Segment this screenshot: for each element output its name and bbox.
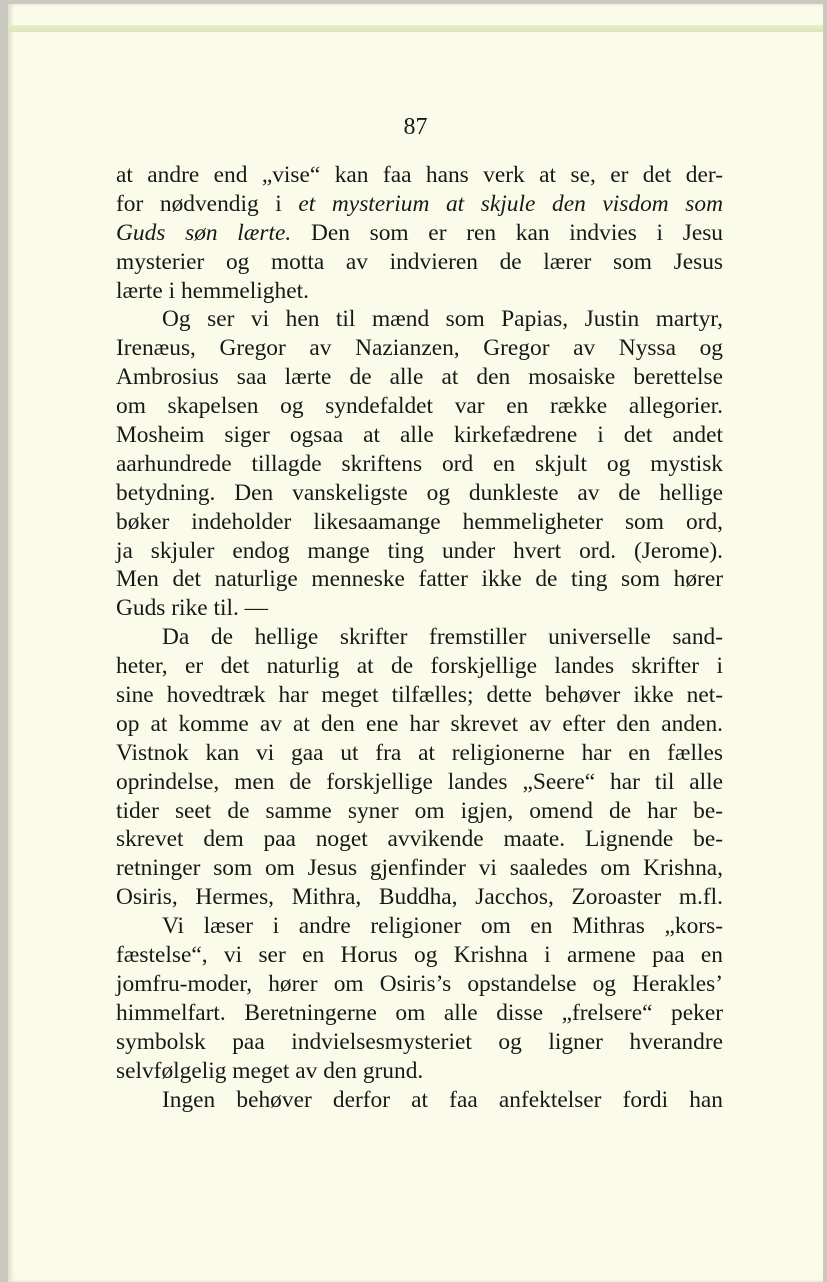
text-span: Irenæus, Gregor av Nazianzen, Gregor av Nyssa og [116, 335, 723, 362]
text-line [116, 219, 723, 248]
text-line [116, 363, 723, 392]
text-line [116, 652, 723, 681]
italic-text: Guds søn lærte. [116, 219, 292, 246]
text-line [116, 710, 723, 739]
text-line [116, 883, 723, 912]
text-line [116, 970, 723, 999]
text-line [116, 161, 723, 190]
text-span: for nødvendig i [116, 190, 299, 217]
text-line [116, 623, 723, 652]
text-span: skrevet dem paa noget avvikende maate. Lignende be- [116, 826, 723, 853]
book-page [8, 4, 823, 1282]
text-span: Vistnok kan vi gaa ut fra at religionerne har en fælles [116, 739, 723, 766]
text-span: jomfru-moder, hører om Osiris’s opstandelse og Herakles’ [116, 970, 723, 997]
text-line [116, 912, 723, 941]
text-line [116, 537, 723, 566]
text-span: betydning. Den vanskeligste og dunkleste av de hellige [116, 479, 723, 506]
text-line [116, 305, 723, 334]
text-line [116, 681, 723, 710]
text-line [116, 999, 723, 1028]
text-span: lærte i hemmelighet. [116, 277, 309, 304]
italic-text: et mysterium at skjule den visdom som [298, 190, 723, 217]
text-line [116, 1057, 723, 1086]
text-span: fæstelse“, vi ser en Horus og Krishna i armene paa en [116, 942, 723, 969]
text-line [116, 768, 723, 797]
text-line [116, 941, 723, 970]
text-span: bøker indeholder likesaamange hemmeligheter som ord, [116, 508, 723, 535]
text-line [116, 565, 723, 594]
text-line [116, 1086, 723, 1115]
text-line [116, 1028, 723, 1057]
text-span: tider seet de samme syner om igjen, omend de har be- [116, 797, 723, 824]
text-span: heter, er det naturlig at de forskjellige landes skrifter i [116, 653, 723, 680]
page-top-rule [8, 25, 823, 32]
text-span: om skapelsen og syndefaldet var en række allegorier. [116, 393, 723, 420]
text-line [116, 797, 723, 826]
text-span: op at komme av at den ene har skrevet av efter den anden. [116, 710, 723, 737]
text-line [116, 248, 723, 277]
text-span: selvfølgelig meget av den grund. [116, 1057, 424, 1084]
text-span: ja skjuler endog mange ting under hvert ord. (Jerome). [116, 537, 723, 564]
text-span: aarhundrede tillagde skriftens ord en skjult og mystisk [116, 450, 723, 477]
text-span: himmelfart. Beretningerne om alle disse „frelsere“ peker [116, 999, 723, 1026]
text-span: Mosheim siger ogsaa at alle kirkefædrene i det andet [116, 422, 723, 449]
text-line [116, 479, 723, 508]
text-line [116, 508, 723, 537]
text-span: Guds rike til. — [116, 595, 269, 622]
text-span: Da de hellige skrifter fremstiller universelle sand- [162, 624, 723, 651]
text-span: oprindelse, men de forskjellige landes „Seere“ har til alle [116, 768, 723, 795]
text-line [116, 190, 723, 219]
text-span: at andre end „vise“ kan faa hans verk at se, er det der- [116, 162, 723, 188]
text-span: Og ser vi hen til mænd som Papias, Justin martyr, [162, 306, 723, 333]
text-span: Ambrosius saa lærte de alle at den mosaiske berettelse [116, 364, 723, 391]
text-line [116, 854, 723, 883]
text-line [116, 392, 723, 421]
text-line [116, 334, 723, 363]
text-line [116, 277, 723, 306]
text-span: Vi læser i andre religioner om en Mithras „kors- [162, 913, 723, 940]
text-span: Den som er ren kan indvies i Jesu [291, 219, 723, 246]
text-line [116, 450, 723, 479]
page-number: 87 [403, 114, 428, 140]
text-span: Ingen behøver derfor at faa anfektelser fordi han [162, 1086, 723, 1113]
text-span: Men det naturlige menneske fatter ikke de ting som hører [116, 566, 723, 593]
text-line [116, 594, 723, 623]
text-span: symbolsk paa indvielsesmysteriet og ligner hverandre [116, 1028, 723, 1055]
text-span: retninger som om Jesus gjenfinder vi saaledes om Krishna, [116, 855, 723, 882]
text-span: Osiris, Hermes, Mithra, Buddha, Jacchos, Zoroaster m.fl. [116, 884, 723, 911]
text-span: sine hovedtræk har meget tilfælles; dette behøver ikke net- [116, 682, 723, 709]
text-line [116, 421, 723, 450]
text-line [116, 825, 723, 854]
text-span: mysterier og motta av indvieren de lærer som Jesus [116, 248, 723, 275]
text-line [116, 739, 723, 768]
body-text [116, 161, 723, 1114]
